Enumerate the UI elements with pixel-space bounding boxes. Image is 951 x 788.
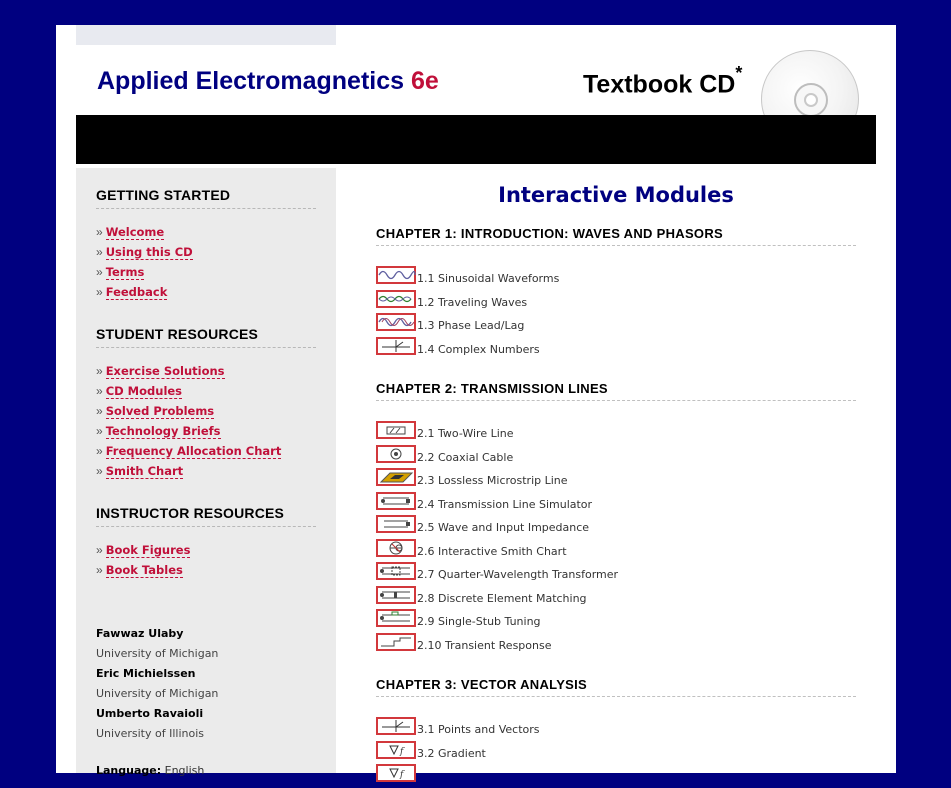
svg-text:f: f <box>400 770 404 780</box>
site-title-text: Applied Electromagnetics <box>97 67 405 95</box>
step-response-icon[interactable] <box>376 633 416 651</box>
header-bar <box>76 115 876 164</box>
getting-started-links <box>96 222 316 302</box>
module-label[interactable]: 2.1 Two-Wire Line <box>417 427 514 440</box>
cd-asterisk: * <box>735 63 743 83</box>
frequency-chart-link[interactable]: Frequency Allocation Chart <box>105 444 282 458</box>
module-label[interactable]: 2.3 Lossless Microstrip Line <box>417 474 568 487</box>
chapter-2-modules <box>376 421 856 656</box>
divergence-icon[interactable] <box>376 764 416 782</box>
module-item[interactable] <box>376 741 856 765</box>
top-strip <box>76 25 336 45</box>
module-item[interactable] <box>376 445 856 469</box>
bullet: » <box>96 265 103 279</box>
module-item[interactable] <box>376 337 856 361</box>
line-simulator-icon[interactable] <box>376 492 416 510</box>
sidebar-item-book-tables <box>96 560 316 580</box>
author-affiliation: University of Illinois <box>96 727 204 740</box>
author-name: Umberto Ravaioli <box>96 707 204 720</box>
microstrip-icon[interactable] <box>376 468 416 486</box>
solved-problems-link[interactable]: Solved Problems <box>105 404 215 418</box>
module-label[interactable]: 2.5 Wave and Input Impedance <box>417 521 590 534</box>
module-item[interactable] <box>376 633 856 657</box>
section-heading-instructor-resources: INSTRUCTOR RESOURCES <box>96 505 316 527</box>
author-name: Eric Michielssen <box>96 667 196 680</box>
module-label[interactable]: 2.4 Transmission Line Simulator <box>417 497 593 511</box>
sidebar-item-frequency-chart <box>96 441 316 461</box>
cd-modules-link[interactable]: CD Modules <box>105 384 183 398</box>
page <box>56 25 896 780</box>
module-label[interactable]: 2.6 Interactive Smith Chart <box>417 544 567 558</box>
module-item[interactable] <box>376 266 856 290</box>
module-item[interactable] <box>376 609 856 633</box>
section-heading-getting-started: GETTING STARTED <box>96 187 316 209</box>
author-affiliation: University of Michigan <box>96 687 219 700</box>
module-label[interactable]: 1.2 Traveling Waves <box>417 295 528 309</box>
author-affiliation: University of Michigan <box>96 647 219 660</box>
sidebar-item-technology-briefs <box>96 421 316 441</box>
impedance-icon[interactable] <box>376 515 416 533</box>
bullet: » <box>96 384 103 398</box>
module-label[interactable]: 1.1 Sinusoidal Waveforms <box>417 272 560 285</box>
chapter-3-modules <box>376 717 856 788</box>
module-item[interactable] <box>376 421 856 445</box>
module-item[interactable] <box>376 290 856 314</box>
quarter-wave-icon[interactable] <box>376 562 416 580</box>
smith-chart-link[interactable]: Smith Chart <box>105 464 184 478</box>
bullet: » <box>96 225 103 239</box>
edition-label: 6e <box>410 67 439 95</box>
author-list <box>96 624 316 744</box>
sidebar <box>76 168 336 777</box>
bullet: » <box>96 464 103 478</box>
sidebar-item-using-cd <box>96 242 316 262</box>
sidebar-item-feedback <box>96 282 316 302</box>
sidebar-item-terms <box>96 262 316 282</box>
stub-tuning-icon[interactable] <box>376 609 416 627</box>
complex-plane-icon[interactable] <box>376 337 416 355</box>
traveling-wave-icon[interactable] <box>376 290 416 308</box>
gradient-icon[interactable] <box>376 741 416 759</box>
chapter-1-modules <box>376 266 856 360</box>
instructor-resources-links <box>96 540 316 580</box>
module-item[interactable] <box>376 313 856 337</box>
element-matching-icon[interactable] <box>376 586 416 604</box>
phase-wave-icon[interactable] <box>376 313 416 331</box>
module-label[interactable]: 1.3 Phase Lead/Lag <box>417 319 525 332</box>
module-item[interactable] <box>376 562 856 586</box>
main-content <box>376 168 856 788</box>
module-item[interactable] <box>376 515 856 539</box>
chapter-3-heading: CHAPTER 3: VECTOR ANALYSIS <box>376 677 856 697</box>
chapter-2-heading: CHAPTER 2: TRANSMISSION LINES <box>376 381 856 401</box>
bullet: » <box>96 285 103 299</box>
sine-wave-icon[interactable] <box>376 266 416 284</box>
module-label[interactable]: 3.2 Gradient <box>417 746 486 760</box>
bullet: » <box>96 364 103 378</box>
technology-briefs-link[interactable]: Technology Briefs <box>105 424 221 438</box>
module-label[interactable]: 2.8 Discrete Element Matching <box>417 591 587 605</box>
smith-chart-icon[interactable] <box>376 539 416 557</box>
language-label: Language: <box>96 764 162 777</box>
bullet: » <box>96 245 103 259</box>
exercise-solutions-link[interactable]: Exercise Solutions <box>105 364 225 378</box>
module-label[interactable]: 2.2 Coaxial Cable <box>417 450 514 464</box>
cd-label <box>583 63 743 99</box>
module-label[interactable]: 1.4 Complex Numbers <box>417 342 540 356</box>
language-value: English <box>164 764 205 777</box>
module-item[interactable] <box>376 717 856 741</box>
language-indicator <box>96 764 316 777</box>
module-label[interactable]: 2.10 Transient Response <box>417 638 552 652</box>
section-heading-student-resources: STUDENT RESOURCES <box>96 326 316 348</box>
vector-axes-icon[interactable] <box>376 717 416 735</box>
bullet: » <box>96 404 103 418</box>
module-item[interactable] <box>376 764 856 788</box>
module-item[interactable] <box>376 468 856 492</box>
bullet: » <box>96 424 103 438</box>
cd-label-text: Textbook CD <box>583 70 736 99</box>
sidebar-item-smith-chart <box>96 461 316 481</box>
welcome-link[interactable]: Welcome <box>105 225 165 239</box>
page-title: Interactive Modules <box>498 183 734 207</box>
sidebar-item-exercise-solutions <box>96 361 316 381</box>
author-name: Fawwaz Ulaby <box>96 627 184 640</box>
sidebar-item-cd-modules <box>96 381 316 401</box>
book-tables-link[interactable]: Book Tables <box>105 563 183 577</box>
module-item[interactable] <box>376 586 856 610</box>
feedback-link[interactable]: Feedback <box>105 285 168 299</box>
two-wire-icon[interactable] <box>376 421 416 439</box>
using-cd-link[interactable]: Using this CD <box>105 245 193 259</box>
bullet: » <box>96 563 103 577</box>
chapter-1-heading: CHAPTER 1: INTRODUCTION: WAVES AND PHASORS <box>376 226 856 246</box>
svg-text:f: f <box>400 746 404 757</box>
student-resources-links <box>96 361 316 481</box>
sidebar-item-welcome <box>96 222 316 242</box>
site-title <box>97 67 439 96</box>
bullet: » <box>96 444 103 458</box>
module-item[interactable] <box>376 539 856 563</box>
module-label[interactable]: 2.7 Quarter-Wavelength Transformer <box>417 568 619 581</box>
book-figures-link[interactable]: Book Figures <box>105 543 191 557</box>
module-label[interactable]: 3.1 Points and Vectors <box>417 723 540 736</box>
coax-icon[interactable] <box>376 445 416 463</box>
sidebar-item-book-figures <box>96 540 316 560</box>
sidebar-item-solved-problems <box>96 401 316 421</box>
bullet: » <box>96 543 103 557</box>
terms-link[interactable]: Terms <box>105 265 145 279</box>
module-label[interactable]: 2.9 Single-Stub Tuning <box>417 615 541 628</box>
module-item[interactable] <box>376 492 856 516</box>
